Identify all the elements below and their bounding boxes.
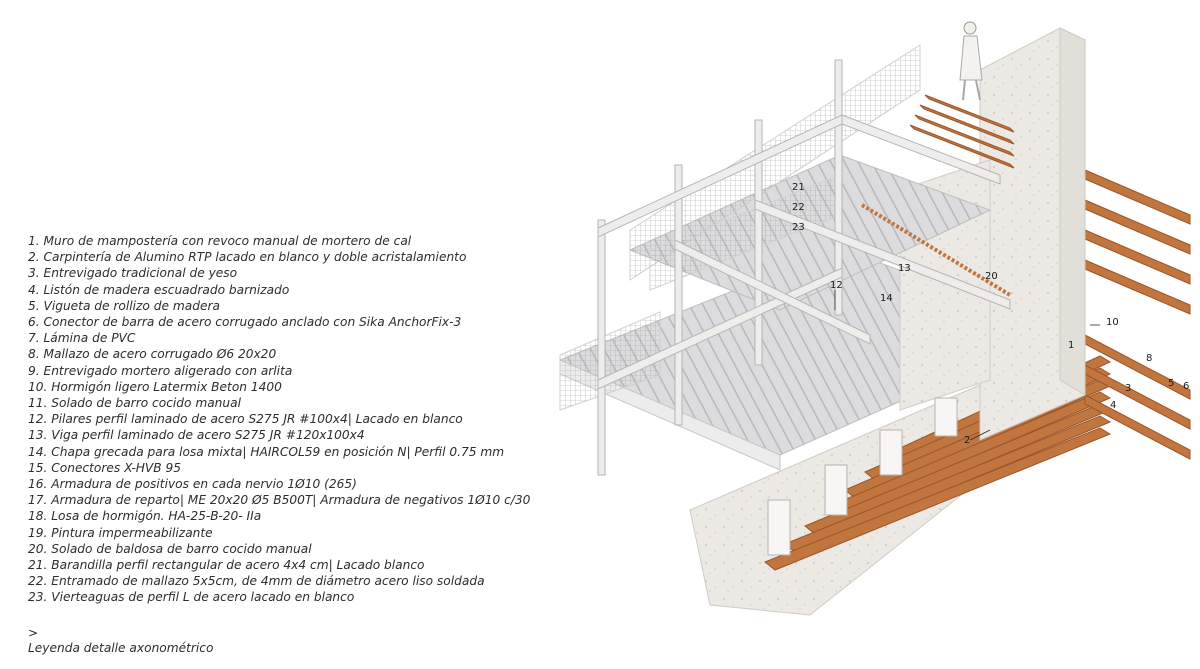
legend-item: 11. Solado de barro cocido manual bbox=[28, 396, 241, 411]
legend-item: 10. Hormigón ligero Latermix Beton 1400 bbox=[28, 379, 282, 394]
callout-10: 10 bbox=[1106, 317, 1119, 328]
callout-14: 14 bbox=[880, 293, 893, 304]
callout-1: 1 bbox=[1068, 340, 1075, 351]
legend-item: 8. Mallazo de acero corrugado Ø6 20x20 bbox=[28, 347, 277, 362]
legend-item: 1. Muro de mampostería con revoco manual de mortero de cal bbox=[28, 234, 412, 248]
legend-item: 7. Lámina de PVC bbox=[28, 331, 136, 346]
legend-item: 16. Armadura de positivos en cada nervio 1Ø10 (265) bbox=[28, 477, 357, 492]
legend-item: 23. Vierteaguas de perfil L de acero lacado en blanco bbox=[28, 590, 355, 605]
legend-item: 5. Vigueta de rollizo de madera bbox=[28, 298, 220, 313]
callout-23: 23 bbox=[792, 222, 805, 233]
legend-item: 20. Solado de baldosa de barro cocido manual bbox=[28, 541, 312, 556]
callout-20: 20 bbox=[985, 271, 998, 282]
legend-item: 22. Entramado de mallazo 5x5cm, de 4mm de diámetro acero liso soldada bbox=[28, 574, 485, 589]
legend-item: 9. Entrevigado mortero aligerado con arlita bbox=[28, 363, 293, 378]
person-figure bbox=[960, 22, 982, 100]
legend-list bbox=[28, 233, 568, 606]
legend-item: 19. Pintura impermeabilizante bbox=[28, 525, 213, 540]
legend-item: 15. Conectores X-HVB 95 bbox=[28, 460, 181, 475]
callout-13: 13 bbox=[898, 263, 911, 274]
callout-21: 21 bbox=[792, 182, 805, 193]
callout-2: 2 bbox=[964, 435, 971, 446]
legend-item: 13. Viga perfil laminado de acero S275 JR #120x100x4 bbox=[28, 428, 365, 443]
legend-item: 12. Pilares perfil laminado de acero S275 JR #100x4| Lacado en blanco bbox=[28, 412, 463, 427]
legend-item: 14. Chapa grecada para losa mixta| HAIRCOL59 en posición N| Perfil 0.75 mm bbox=[28, 444, 505, 459]
callout-6: 6 bbox=[1183, 381, 1190, 392]
legend-item: 17. Armadura de reparto| ME 20x20 Ø5 B500T| Armadura de negativos 1Ø10 c/30 bbox=[28, 493, 531, 508]
legend-caption: Leyenda detalle axonométrico bbox=[28, 641, 214, 655]
callout-8: 8 bbox=[1146, 353, 1153, 364]
right-upper-joists bbox=[1085, 170, 1190, 459]
callout-4: 4 bbox=[1110, 400, 1117, 411]
callout-22: 22 bbox=[792, 202, 805, 213]
callout-12: 12 bbox=[830, 280, 843, 291]
callout-3: 3 bbox=[1125, 383, 1132, 394]
axonometric-drawing bbox=[540, 0, 1200, 669]
callout-5: 5 bbox=[1168, 378, 1175, 389]
legend-item: 3. Entrevigado tradicional de yeso bbox=[28, 266, 238, 281]
legend-item: 2. Carpintería de Alumino RTP lacado en blanco y doble acristalamiento bbox=[28, 250, 467, 265]
legend-item: 21. Barandilla perfil rectangular de acero 4x4 cm| Lacado blanco bbox=[28, 558, 425, 573]
legend-item: 18. Losa de hormigón. HA-25-B-20- IIa bbox=[28, 509, 262, 524]
legend-item: 4. Listón de madera escuadrado barnizado bbox=[28, 282, 290, 297]
caption-arrow: > bbox=[28, 626, 39, 640]
legend-item: 6. Conector de barra de acero corrugado anclado con Sika AnchorFix-3 bbox=[28, 315, 462, 330]
